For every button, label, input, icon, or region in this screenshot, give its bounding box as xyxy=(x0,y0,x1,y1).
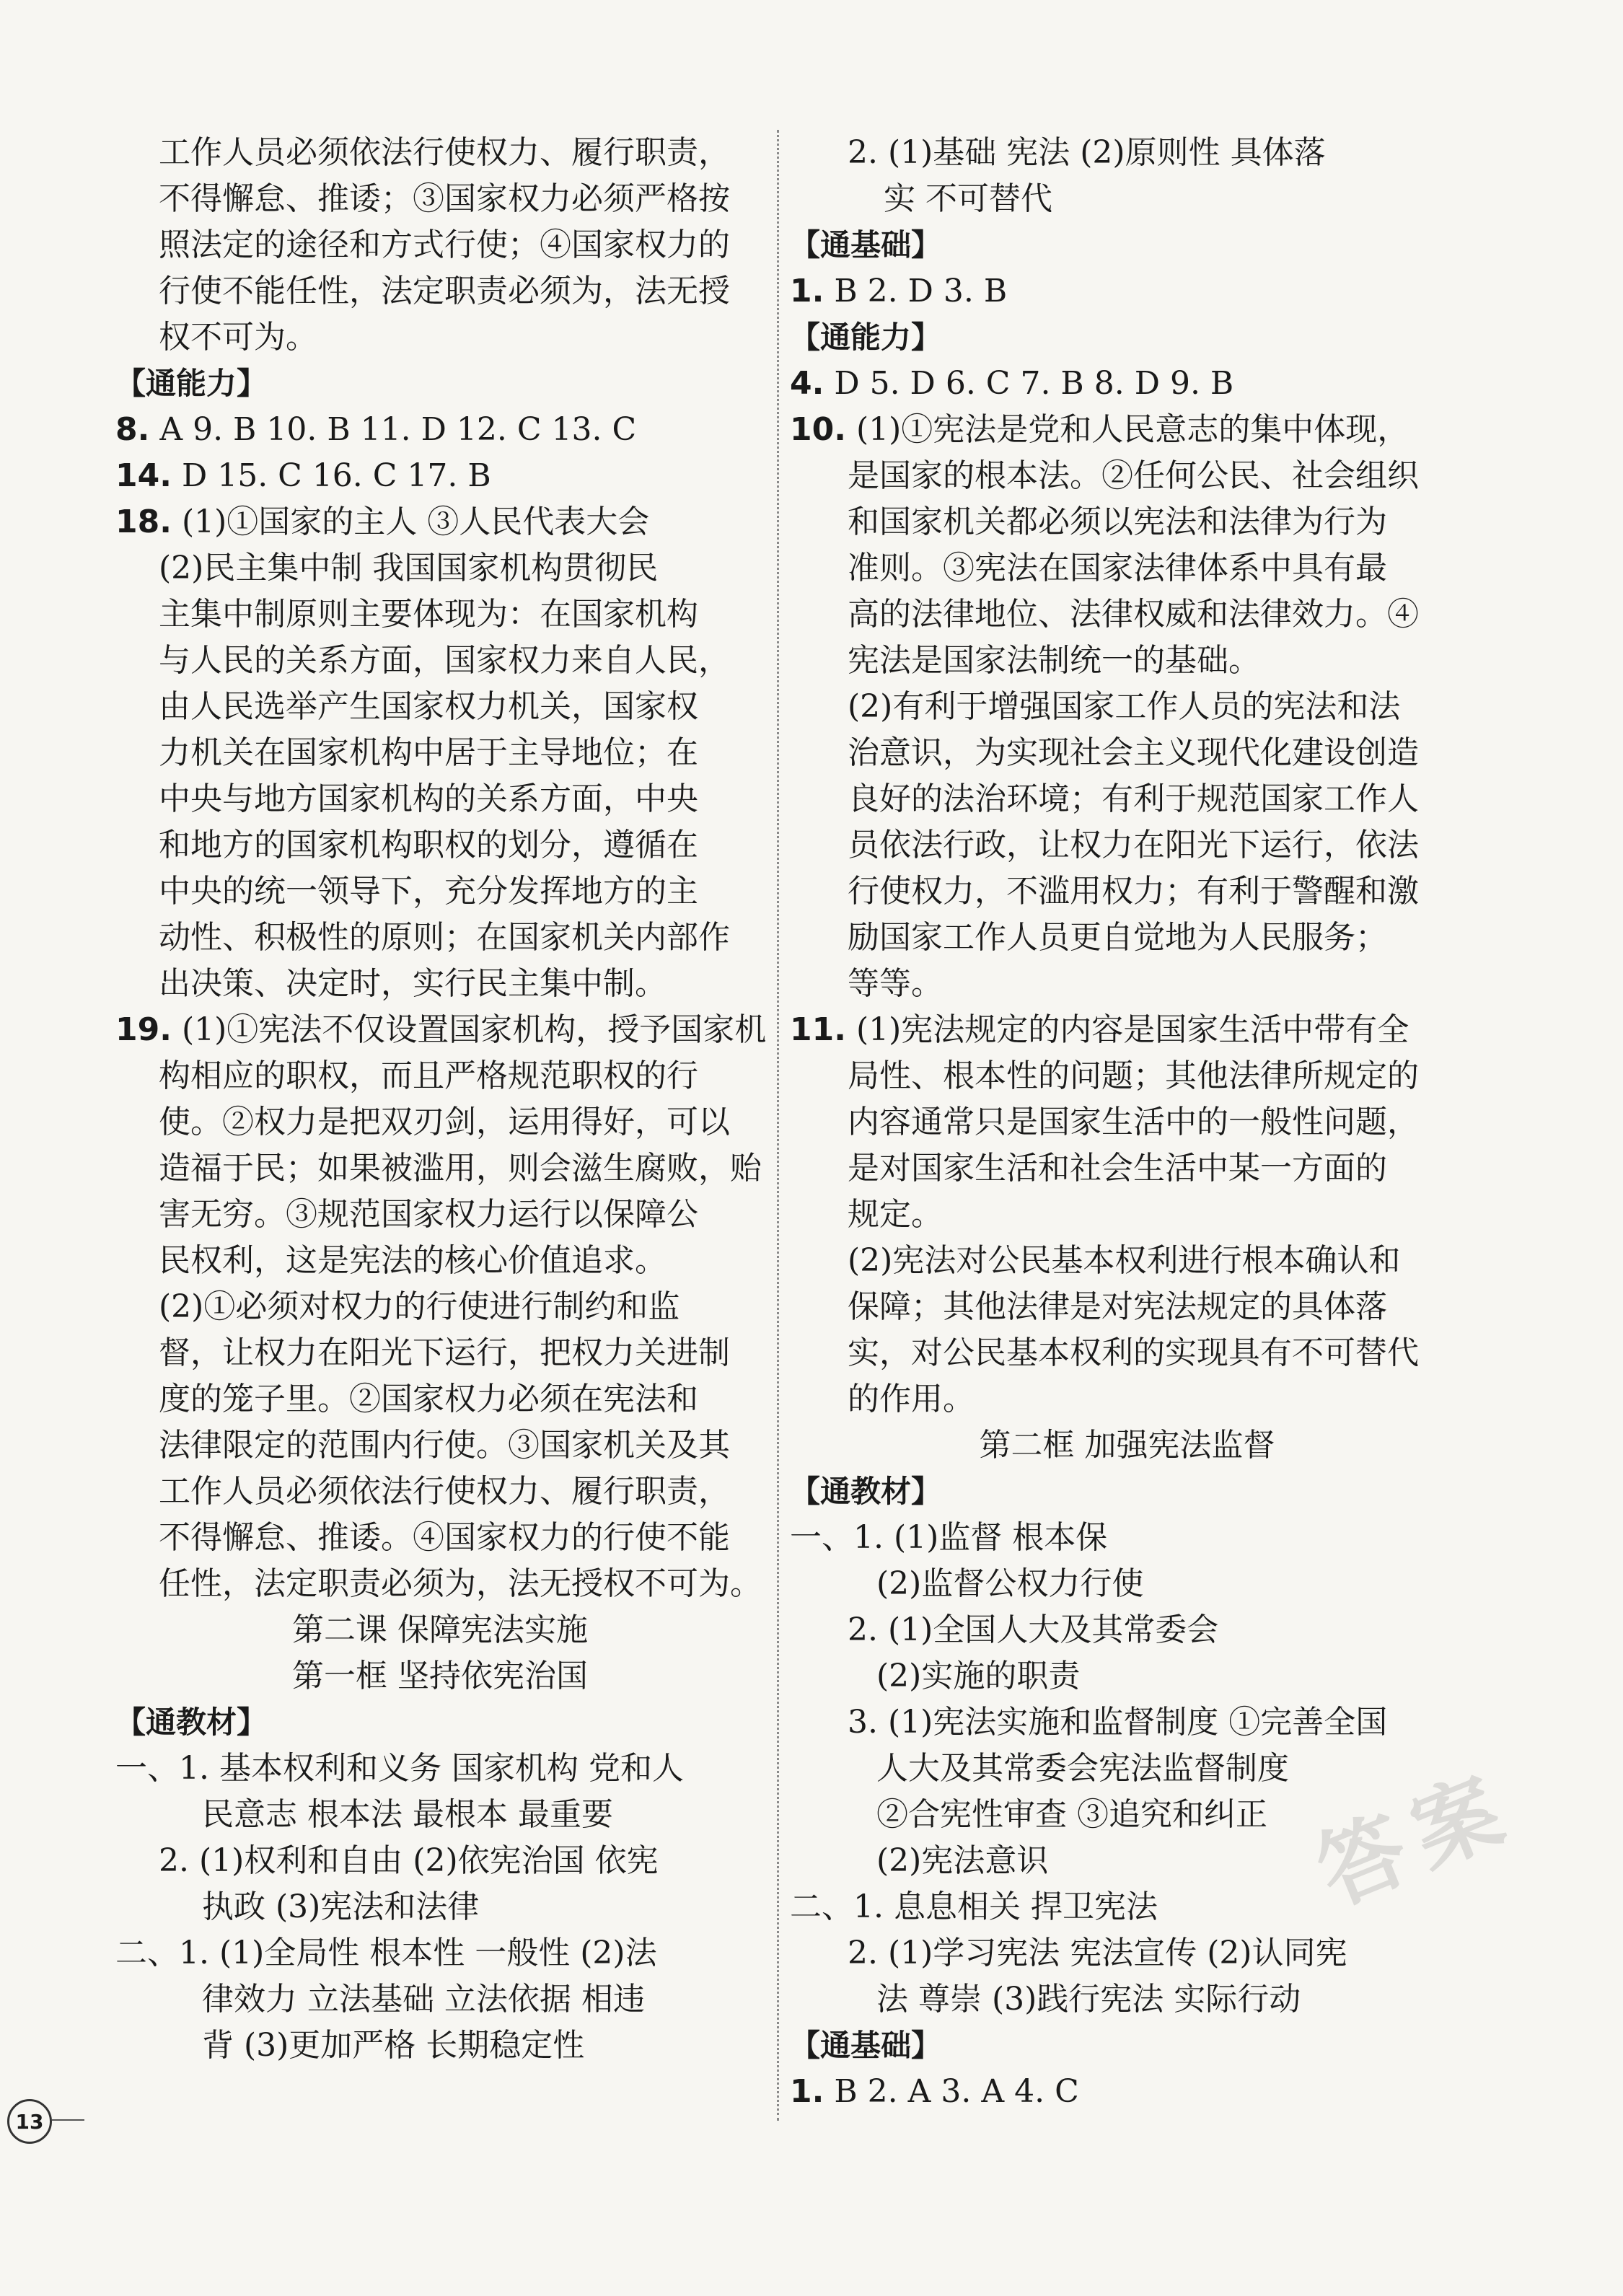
text-line: 由人民选举产生国家权力机关，国家权 xyxy=(159,688,698,725)
text-line: 员依法行政，让权力在阳光下运行，依法 xyxy=(848,827,1419,863)
text-line: 是国家的根本法。②任何公民、社会组织 xyxy=(848,457,1419,494)
question-number: 4. xyxy=(790,365,824,402)
answer-text: (1)①宪法是党和人民意志的集中体现， xyxy=(845,411,1409,448)
text-line: 力机关在国家机构中居于主导地位；在 xyxy=(159,734,698,771)
text-line: 不得懈怠、推诿；③国家权力必须严格按 xyxy=(159,180,730,217)
text-line: 2. (1)权利和自由 (2)依宪治国 依宪 xyxy=(159,1842,659,1879)
text-line: 民权利，这是宪法的核心价值追求。 xyxy=(159,1242,667,1279)
text-line: 行使不能任性，法定职责必须为，法无授 xyxy=(159,273,730,309)
lesson-title: 第一框 坚持依宪治国 xyxy=(292,1658,588,1694)
answer-text: D 5. D 6. C 7. B 8. D 9. B xyxy=(824,365,1234,402)
text-line: 实，对公民基本权利的实现具有不可替代 xyxy=(848,1334,1419,1371)
text-line: 造福于民；如果被滥用，则会滋生腐败，贻 xyxy=(159,1150,762,1187)
text-line: 2. (1)学习宪法 宪法宣传 (2)认同宪 xyxy=(848,1935,1347,1971)
text-line: 律效力 立法基础 立法依据 相违 xyxy=(202,1981,645,2018)
text-line: (2)宪法对公民基本权利进行根本确认和 xyxy=(848,1242,1401,1279)
text-line: 度的笼子里。②国家权力必须在宪法和 xyxy=(159,1381,698,1417)
text-line: 一、1. 基本权利和义务 国家机构 党和人 xyxy=(115,1750,684,1787)
text-line: 执政 (3)宪法和法律 xyxy=(202,1888,480,1925)
text-line: 督，让权力在阳光下运行，把权力关进制 xyxy=(159,1334,730,1371)
text-line: 背 (3)更加严格 长期稳定性 xyxy=(202,2027,585,2064)
text-line: (2)宪法意识 xyxy=(876,1842,1049,1879)
text-line: (2)①必须对权力的行使进行制约和监 xyxy=(159,1288,680,1325)
text-line: 法律限定的范围内行使。③国家机关及其 xyxy=(159,1427,730,1464)
text-line: 等等。 xyxy=(848,965,943,1002)
text-line xyxy=(115,453,765,499)
text-line: 保障；其他法律是对宪法规定的具体落 xyxy=(848,1288,1387,1325)
text-line: (2)有利于增强国家工作人员的宪法和法 xyxy=(848,688,1401,725)
text-line: 2. (1)基础 宪法 (2)原则性 具体落 xyxy=(848,134,1326,171)
text-line xyxy=(115,407,765,453)
text-line: 内容通常只是国家生活中的一般性问题， xyxy=(848,1104,1419,1140)
answer-text: (1)①国家的主人 ③人民代表大会 xyxy=(171,503,650,540)
text-line: 人大及其常委会宪法监督制度 xyxy=(876,1750,1289,1787)
column-divider xyxy=(777,130,779,2121)
text-line: 动性、积极性的原则；在国家机关内部作 xyxy=(159,919,730,956)
text-line: 中央的统一领导下，充分发挥地方的主 xyxy=(159,873,698,910)
text-line: 中央与地方国家机构的关系方面，中央 xyxy=(159,780,698,817)
text-line: 准则。③宪法在国家法律体系中具有最 xyxy=(848,550,1387,586)
text-line: 宪法是国家法制统一的基础。 xyxy=(848,642,1260,679)
watermark: 答案 xyxy=(1304,1755,1529,1925)
text-line: 和地方的国家机构职权的划分，遵循在 xyxy=(159,827,698,863)
text-line xyxy=(115,1007,765,1053)
question-number: 11. xyxy=(790,1011,846,1048)
question-number: 10. xyxy=(790,411,846,448)
text-line: (2)监督公权力行使 xyxy=(876,1565,1144,1602)
answer-text: (1)宪法规定的内容是国家生活中带有全 xyxy=(845,1011,1409,1048)
section-heading: 【通能力】 xyxy=(115,366,268,401)
text-line: 一、1. (1)监督 根本保 xyxy=(790,1519,1108,1556)
text-line: 3. (1)宪法实施和监督制度 ①完善全国 xyxy=(848,1704,1388,1741)
text-line xyxy=(790,407,1464,453)
text-line: 的作用。 xyxy=(848,1381,975,1417)
text-line: 照法定的途径和方式行使；④国家权力的 xyxy=(159,226,730,263)
page-number: 13 xyxy=(7,2099,52,2144)
text-line: 励国家工作人员更自觉地为人民服务； xyxy=(848,919,1387,956)
text-line: 二、1. (1)全局性 根本性 一般性 (2)法 xyxy=(115,1935,657,1971)
lesson-title: 第二框 加强宪法监督 xyxy=(979,1427,1275,1464)
text-line: 主集中制原则主要体现为：在国家机构 xyxy=(159,596,698,633)
text-line: (2)实施的职责 xyxy=(876,1658,1081,1694)
text-line xyxy=(790,1007,1464,1053)
text-line: 与人民的关系方面，国家权力来自人民， xyxy=(159,642,730,679)
text-line: 行使权力，不滥用权力；有利于警醒和激 xyxy=(848,873,1419,910)
question-number: 19. xyxy=(115,1011,172,1048)
text-line: 规定。 xyxy=(848,1196,943,1233)
answer-text: B 2. D 3. B xyxy=(824,273,1008,309)
text-line: 良好的法治环境；有利于规范国家工作人 xyxy=(848,780,1419,817)
text-line: 和国家机关都必须以宪法和法律为行为 xyxy=(848,503,1387,540)
text-line: 任性，法定职责必须为，法无授权不可为。 xyxy=(159,1565,762,1602)
text-line: 构相应的职权，而且严格规范职权的行 xyxy=(159,1057,698,1094)
text-line: 二、1. 息息相关 捍卫宪法 xyxy=(790,1888,1158,1925)
text-line: 法 尊崇 (3)践行宪法 实际行动 xyxy=(876,1981,1301,2018)
question-number: 1. xyxy=(790,273,824,309)
question-number: 14. xyxy=(115,457,172,494)
answer-text: A 9. B 10. B 11. D 12. C 13. C xyxy=(149,411,637,448)
section-heading: 【通基础】 xyxy=(790,227,942,263)
left-column xyxy=(115,130,765,2069)
text-line: ②合宪性审查 ③追究和纠正 xyxy=(876,1796,1267,1833)
text-line xyxy=(790,2069,1464,2115)
text-line: 害无穷。③规范国家权力运行以保障公 xyxy=(159,1196,698,1233)
text-line: 工作人员必须依法行使权力、履行职责， xyxy=(159,134,730,171)
text-line: 局性、根本性的问题；其他法律所规定的 xyxy=(848,1057,1419,1094)
text-line xyxy=(790,268,1464,315)
text-line: 实 不可替代 xyxy=(884,180,1052,217)
section-heading: 【通能力】 xyxy=(790,320,942,355)
text-line: 使。②权力是把双刃剑，运用得好，可以 xyxy=(159,1104,730,1140)
question-number: 1. xyxy=(790,2073,824,2110)
section-heading: 【通基础】 xyxy=(790,2028,942,2063)
question-number: 8. xyxy=(115,411,150,448)
answer-text: D 15. C 16. C 17. B xyxy=(171,457,491,494)
question-number: 18. xyxy=(115,503,172,540)
answer-text: (1)①宪法不仅设置国家机构，授予国家机 xyxy=(171,1011,767,1048)
text-line: 民意志 根本法 最根本 最重要 xyxy=(202,1796,613,1833)
text-line: 不得懈怠、推诿。④国家权力的行使不能 xyxy=(159,1519,730,1556)
lesson-title: 第二课 保障宪法实施 xyxy=(292,1611,588,1648)
text-line: 2. (1)全国人大及其常委会 xyxy=(848,1611,1219,1648)
text-line: 是对国家生活和社会生活中某一方面的 xyxy=(848,1150,1387,1187)
text-line xyxy=(790,361,1464,407)
section-heading: 【通教材】 xyxy=(115,1705,268,1740)
page-number-rule xyxy=(52,2119,84,2121)
text-line: 出决策、决定时，实行民主集中制。 xyxy=(159,965,667,1002)
text-line: 高的法律地位、法律权威和法律效力。④ xyxy=(848,596,1419,633)
section-heading: 【通教材】 xyxy=(790,1474,942,1509)
text-line xyxy=(115,499,765,545)
text-line: 治意识，为实现社会主义现代化建设创造 xyxy=(848,734,1419,771)
text-line: 工作人员必须依法行使权力、履行职责， xyxy=(159,1473,730,1510)
text-line: 权不可为。 xyxy=(159,319,317,356)
answer-text: B 2. A 3. A 4. C xyxy=(824,2073,1079,2110)
text-line: (2)民主集中制 我国国家机构贯彻民 xyxy=(159,550,659,586)
